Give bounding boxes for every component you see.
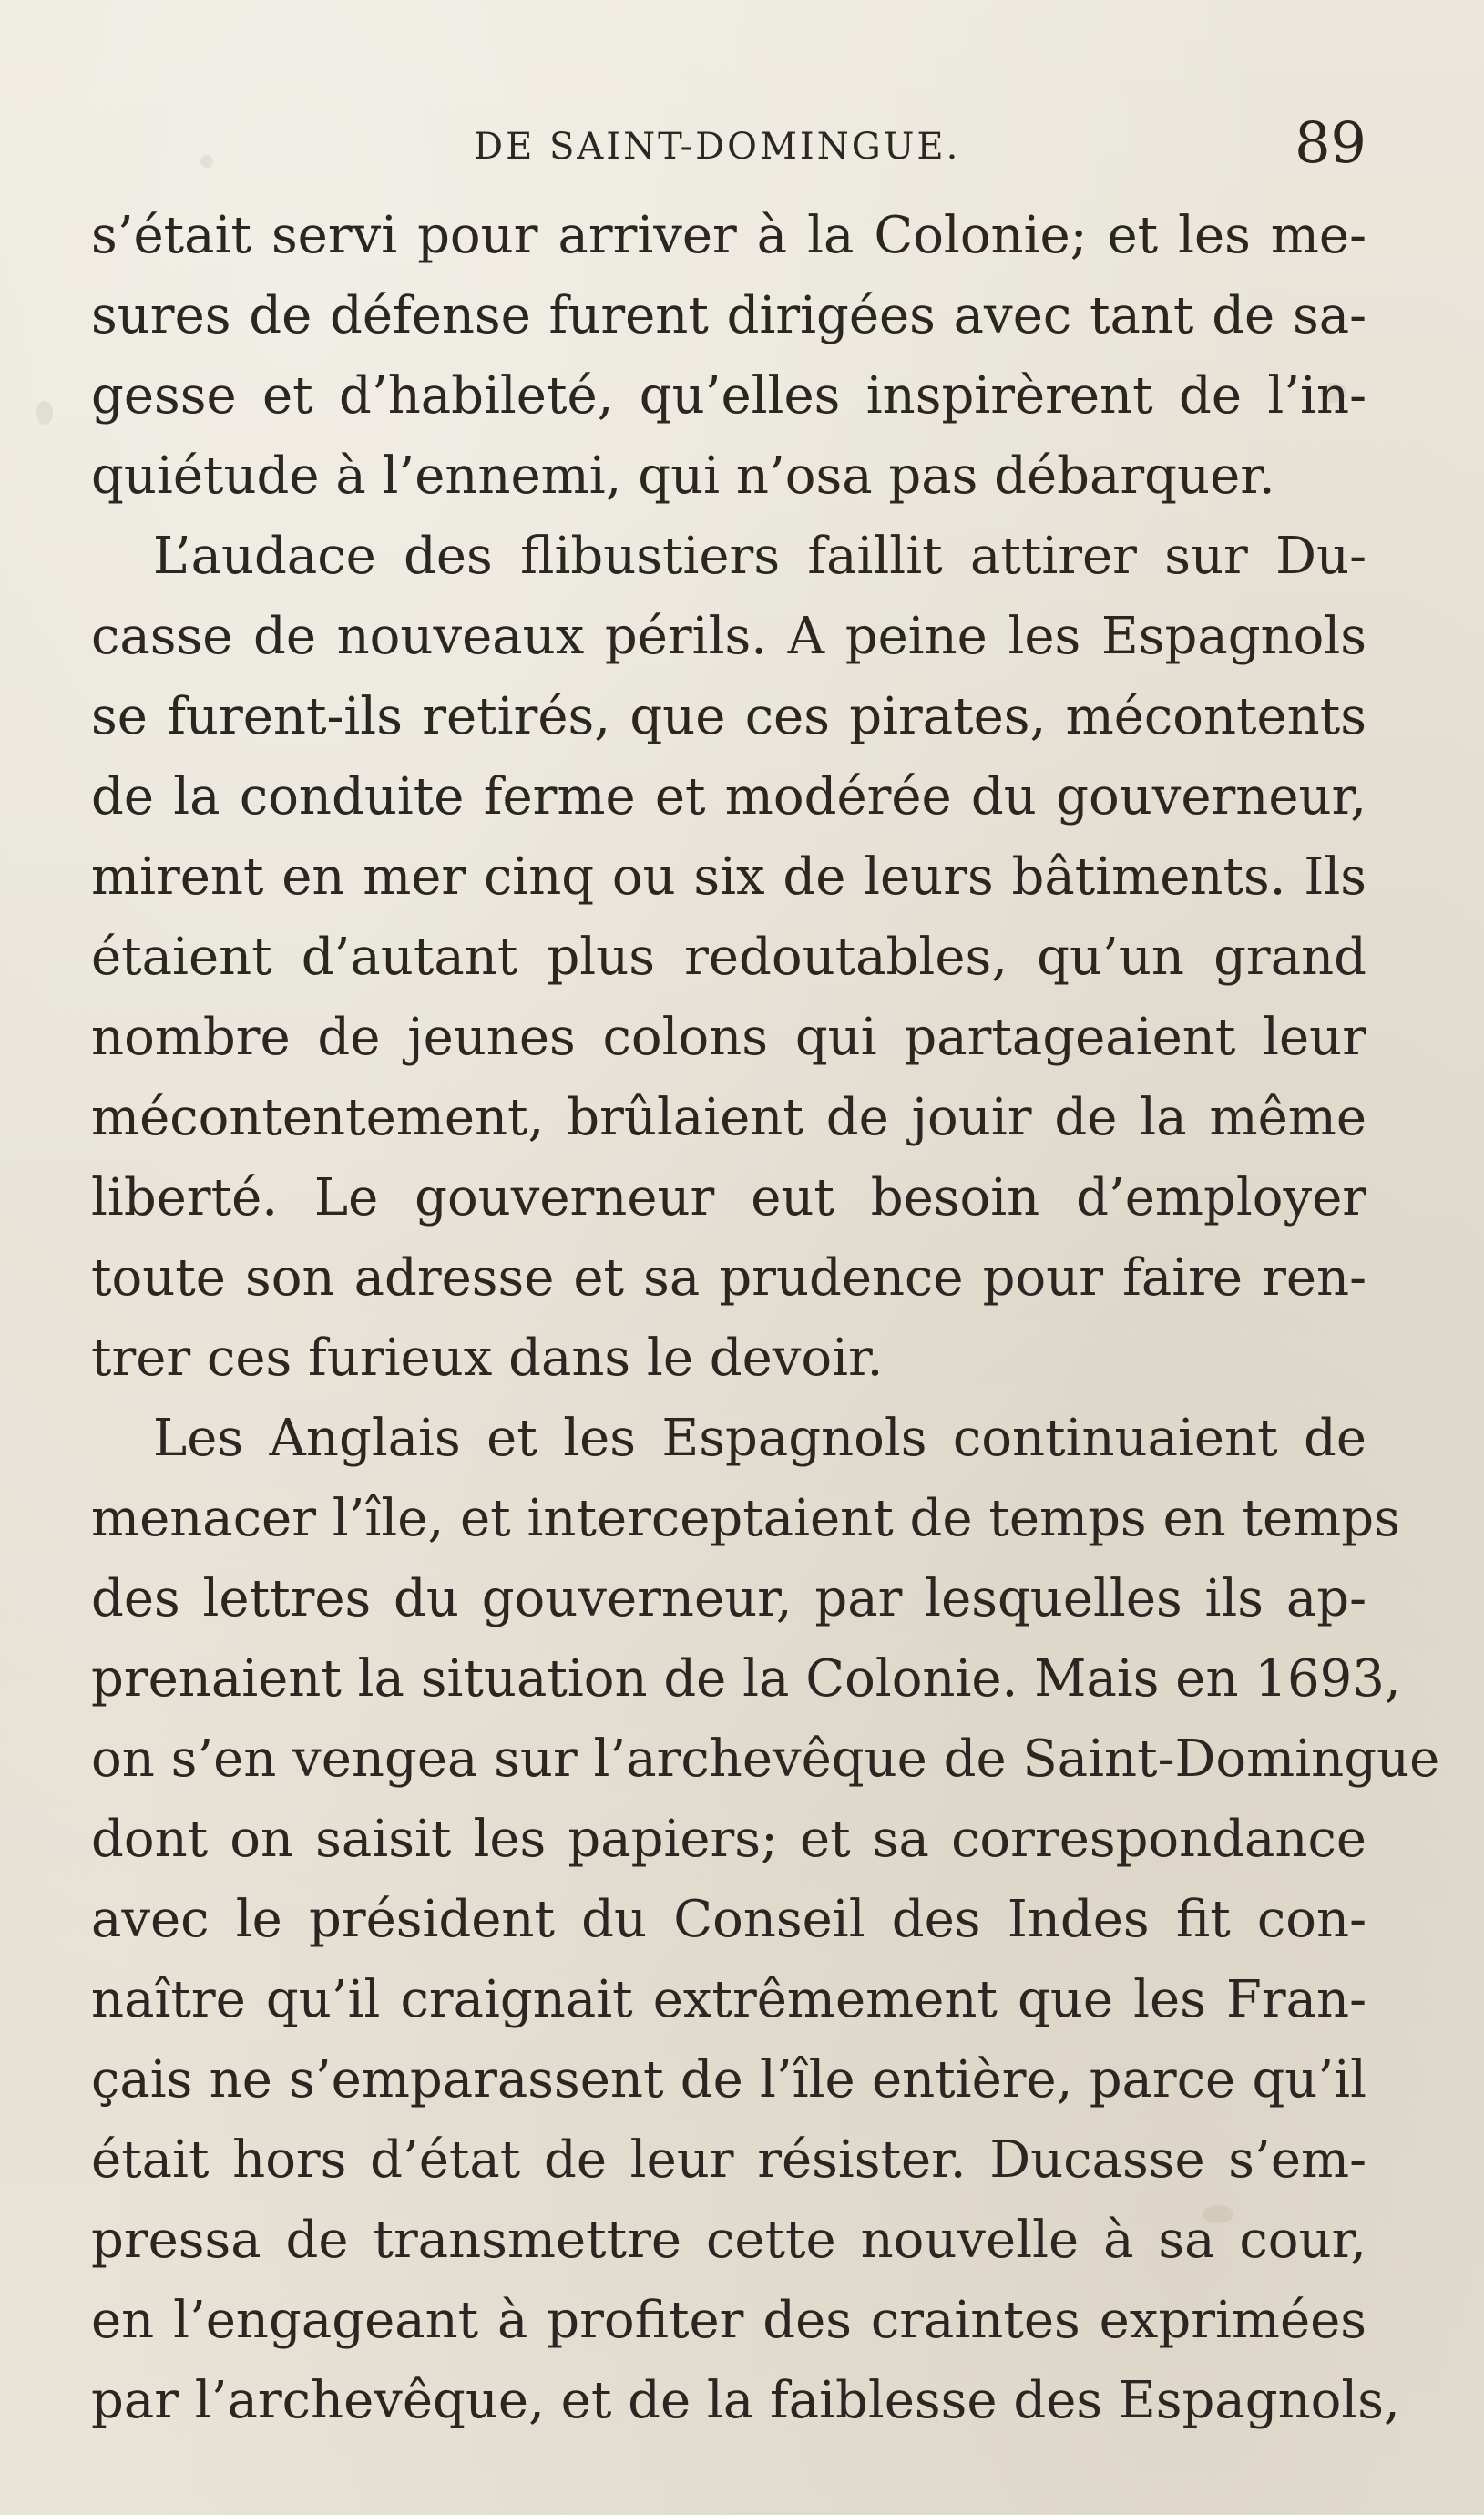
text-line: prenaient la situation de la Colonie. Mais en 1693, (91, 1649, 1401, 1709)
page-header (91, 109, 1366, 182)
text-line: dont on saisit les papiers; et sa correspondance (91, 1810, 1366, 1869)
foxing-spot (36, 401, 53, 425)
text-line: nombre de jeunes colons qui partageaient leur (91, 1008, 1366, 1067)
text-line: pressa de transmettre cette nouvelle à sa cour, (91, 2211, 1366, 2270)
text-line: on s’en vengea sur l’archevêque de Saint-Domingue (91, 1730, 1440, 1789)
text-line: menacer l’île, et interceptaient de temps en temps (91, 1489, 1400, 1548)
text-line: trer ces furieux dans le devoir. (91, 1329, 884, 1388)
body-text (91, 196, 1440, 2441)
text-line: étaient d’autant plus redoutables, qu’un grand (91, 928, 1366, 987)
text-line: des lettres du gouverneur, par lesquelles ils ap- (91, 1569, 1366, 1628)
text-line: était hors d’état de leur résister. Ducasse s’em- (91, 2130, 1366, 2190)
text-line: L’audace des flibustiers faillit attirer sur Du- (153, 527, 1366, 586)
text-line: de la conduite ferme et modérée du gouverneur, (91, 767, 1366, 826)
running-title: DE SAINT-DOMINGUE. (474, 126, 961, 168)
text-line: par l’archevêque, et de la faiblesse des Espagnols, (91, 2371, 1400, 2430)
text-line: quiétude à l’ennemi, qui n’osa pas débarquer. (91, 447, 1275, 506)
text-line: se furent-ils retirés, que ces pirates, mécontents (91, 687, 1366, 746)
text-line: liberté. Le gouverneur eut besoin d’employer (91, 1168, 1366, 1227)
text-line: casse de nouveaux périls. A peine les Espagnols (91, 607, 1366, 666)
text-line: s’était servi pour arriver à la Colonie; et les me- (91, 206, 1366, 265)
text-line: en l’engageant à profiter des craintes exprimées (91, 2291, 1366, 2350)
text-line: Les Anglais et les Espagnols continuaient de (153, 1409, 1366, 1468)
text-line: mirent en mer cinq ou six de leurs bâtiments. Ils (91, 847, 1366, 907)
text-line: avec le président du Conseil des Indes fit con- (91, 1890, 1366, 1949)
text-line: çais ne s’emparassent de l’île entière, parce qu’il (91, 2050, 1366, 2110)
text-line: gesse et d’habileté, qu’elles inspirèrent de l’in- (91, 366, 1366, 426)
text-line: sures de défense furent dirigées avec tant de sa- (91, 286, 1366, 345)
text-line: naître qu’il craignait extrêmement que les Fran- (91, 1970, 1366, 2029)
page-number: 89 (1295, 109, 1366, 176)
text-line: mécontentement, brûlaient de jouir de la même (91, 1088, 1366, 1147)
text-line: toute son adresse et sa prudence pour faire ren- (91, 1248, 1366, 1308)
